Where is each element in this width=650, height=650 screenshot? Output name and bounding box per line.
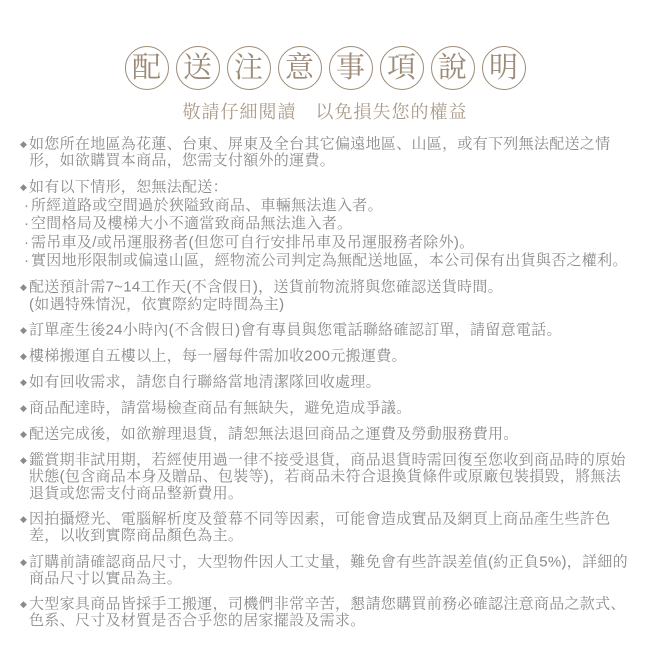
notice-text: 配送完成後，如欲辦理退貨，請恕無法退回商品之運費及勞動服務費用。: [29, 425, 519, 443]
notice-sub-item: [24, 215, 630, 233]
diamond-bullet-icon: ◆: [20, 139, 27, 149]
notice-text: 所經道路或空間過於狹隘致商品、車輛無法進入者。: [31, 196, 383, 214]
title-circle-char: 項: [380, 46, 424, 90]
notice-item: [20, 596, 630, 630]
page-title: [20, 46, 630, 90]
notice-item: [20, 400, 630, 417]
dot-bullet-icon: ·: [24, 196, 29, 214]
title-circle-char: 配: [125, 46, 169, 90]
notice-item: [20, 554, 630, 588]
notice-text: 如有回收需求，請您自行聯絡當地清潔隊回收處理。: [29, 373, 381, 391]
title-circle-char: 意: [278, 46, 322, 90]
diamond-bullet-icon: ◆: [20, 556, 27, 567]
notice-note: [20, 297, 630, 314]
title-circle-char: 送: [176, 46, 220, 90]
notice-text: 空間格局及樓梯大小不適當致商品無法進入者。: [31, 215, 353, 232]
notice-sub-item: [24, 196, 630, 215]
notice-item: [20, 322, 630, 339]
title-circle-char: 事: [329, 46, 373, 90]
notice-text: 配送預計需7~14工作天(不含假日)，送貨前物流將與您確認送貨時間。: [29, 278, 503, 295]
diamond-bullet-icon: ◆: [20, 377, 27, 387]
notice-sub-item: [24, 252, 630, 270]
notice-list: [20, 136, 630, 630]
title-circle-char: 說: [431, 46, 475, 90]
notice-header: [20, 46, 630, 124]
notice-text: 訂購前請確認商品尺寸，大型物件因人工丈量，難免會有些許誤差值(約正負5%)，詳細的商品尺寸以實品為主。: [29, 553, 628, 587]
title-circle-char: 注: [227, 46, 271, 90]
dot-bullet-icon: ·: [24, 252, 29, 269]
notice-text: 如有以下情形，恕無法配送：: [29, 178, 228, 195]
diamond-bullet-icon: ◆: [20, 181, 27, 192]
notice-item: [20, 179, 630, 196]
notice-item: [20, 136, 630, 170]
diamond-bullet-icon: ◆: [20, 429, 27, 439]
diamond-bullet-icon: ◆: [20, 281, 27, 292]
diamond-bullet-icon: ◆: [20, 403, 27, 413]
notice-item: [20, 348, 630, 365]
notice-text: 大型家具商品皆採手工搬運，司機們非常辛苦，懇請您購買前務必確認注意商品之款式、色系、尺寸及材質是否合乎您的居家擺設及需求。: [29, 595, 626, 629]
notice-text: 如您所在地區為花蓮、台東、屏東及全台其它偏遠地區、山區，或有下列無法配送之情形，如欲購買本商品，您需支付額外的運費。: [29, 135, 611, 169]
notice-text: 訂單產生後24小時內(不含假日)會有專員與您電話聯絡確認訂單，請留意電話。: [29, 321, 562, 339]
page-subtitle: 敬請仔細閱讀 以免損失您的權益: [182, 102, 468, 122]
notice-sub-item: [24, 233, 630, 252]
notice-item: [20, 511, 630, 545]
notice-text: 商品配達時，請當場檢查商品有無缺失，避免造成爭議。: [29, 399, 412, 417]
dot-bullet-icon: ·: [24, 215, 29, 232]
notice-text: 實因地形限制或偏遠山區，經物流公司判定為無配送地區，本公司保有出貨與否之權利。: [31, 252, 628, 269]
notice-item: [20, 279, 630, 296]
title-circle-char: 明: [482, 46, 526, 90]
diamond-bullet-icon: ◆: [20, 455, 27, 465]
diamond-bullet-icon: ◆: [20, 351, 27, 361]
notice-item: [20, 452, 630, 502]
notice-item: [20, 374, 630, 391]
notice-text: (如遇特殊情況，依實際約定時間為主): [29, 295, 285, 313]
diamond-bullet-icon: ◆: [20, 599, 27, 609]
notice-item: [20, 426, 630, 443]
notice-text: 樓梯搬運自五樓以上，每一層每件需加收200元搬運費。: [29, 347, 407, 365]
diamond-bullet-icon: ◆: [20, 514, 27, 524]
notice-text: 因拍攝燈光、電腦解析度及螢幕不同等因素，可能會造成實品及網頁上商品產生些許色差，以收到實際商品顏色為主。: [29, 510, 611, 544]
notice-text: 需吊車及/或吊運服務者(但您可自行安排吊車及吊運服務者除外)。: [31, 233, 475, 251]
notice-text: 鑑賞期非試用期，若經使用過一律不接受退貨，商品退貨時需回復至您收到商品時的原始狀態(包含商品本身及贈品、包裝等)，若商品未符合退換貨條件或原廠包裝損毀，將無法退貨或您需支付商品整新費用。: [29, 451, 626, 502]
dot-bullet-icon: ·: [24, 233, 29, 251]
diamond-bullet-icon: ◆: [20, 325, 27, 335]
